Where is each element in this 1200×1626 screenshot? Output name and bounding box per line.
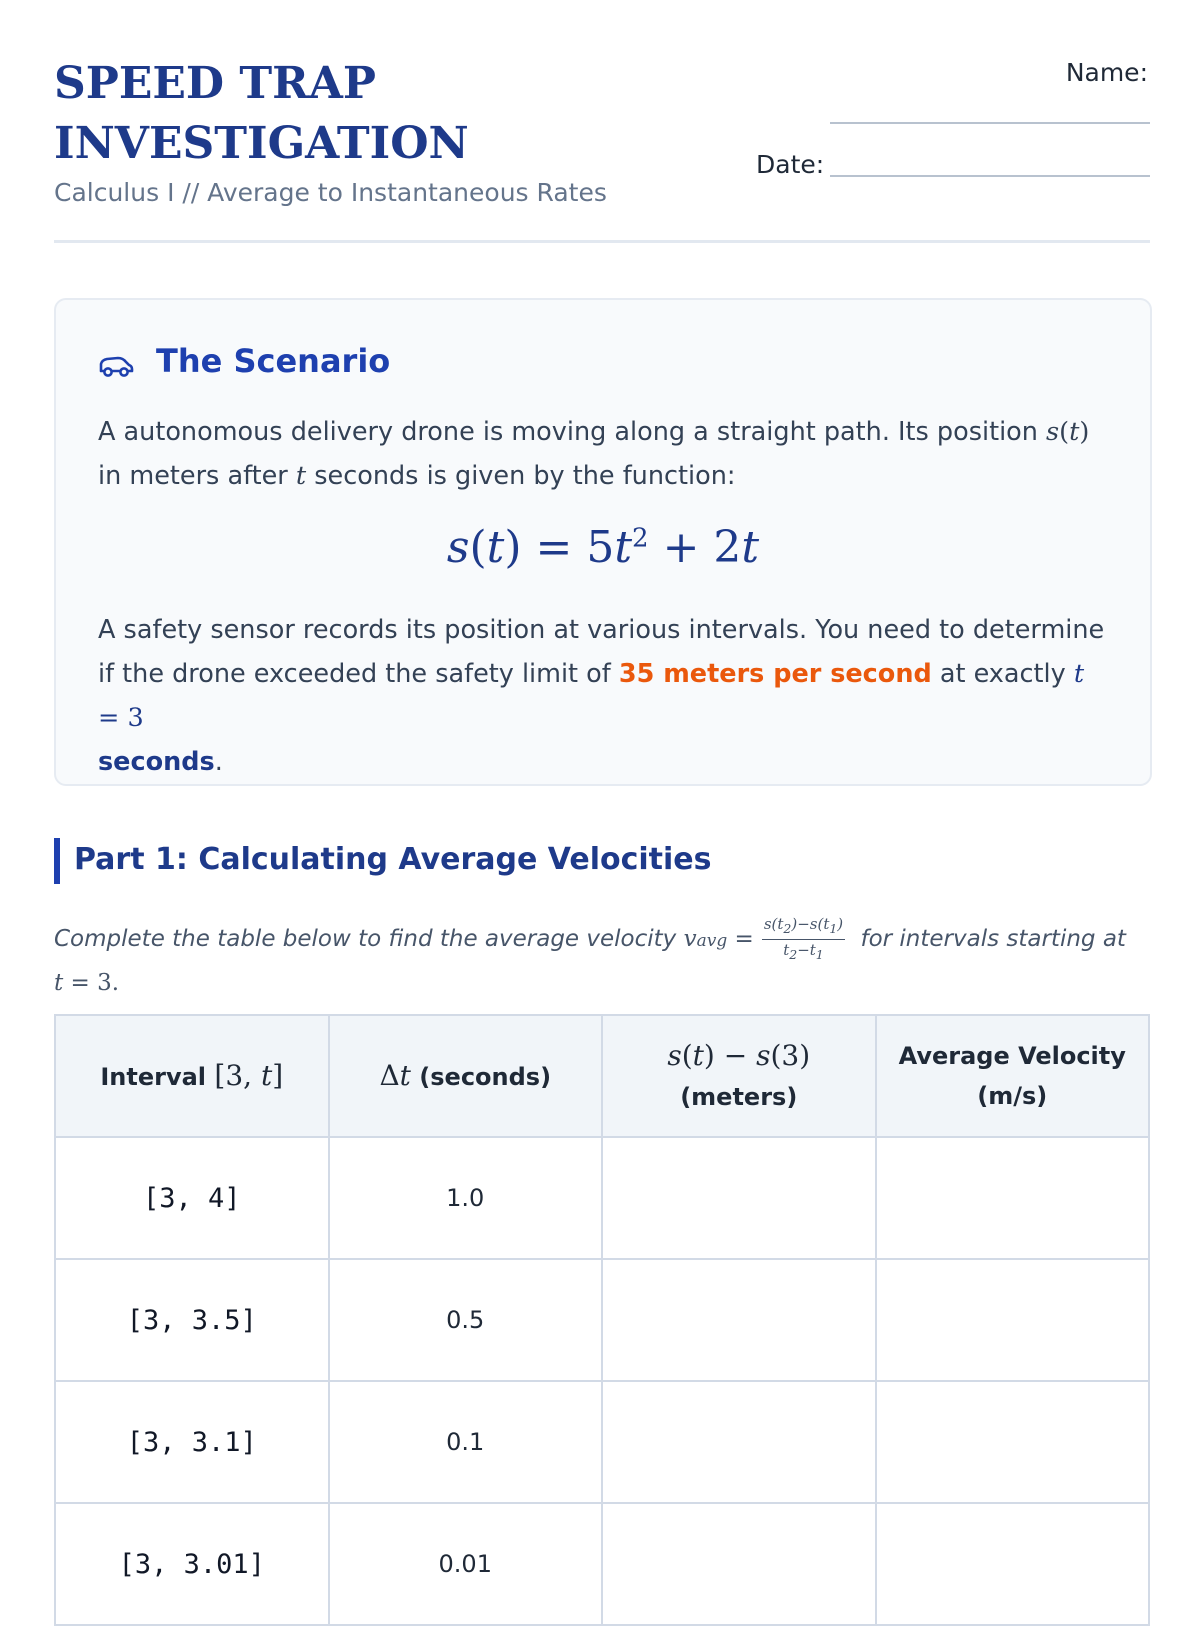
average-velocity-cell[interactable] [876, 1381, 1150, 1503]
interval-cell: [3, 3.5] [55, 1259, 329, 1381]
average-velocity-fraction: $\frac{s(t_2)-s(t_1)}{t_2-t_1}$ [763, 915, 844, 962]
delta-s-cell[interactable] [602, 1381, 876, 1503]
scenario-paragraph-1: A autonomous delivery drone is moving along a straight path. Its position s(t) in meters after t seconds is given by the function: [98, 417, 1090, 491]
car-icon [98, 353, 134, 379]
name-field[interactable] [830, 122, 1150, 124]
date-field[interactable] [830, 175, 1150, 177]
header-divider [54, 240, 1150, 243]
delta-s-cell[interactable] [602, 1259, 876, 1381]
page-subtitle: Calculus I // Average to Instantaneous Rates [54, 178, 607, 207]
average-velocity-table [54, 1014, 1150, 1626]
table-header-row [55, 1015, 1149, 1137]
interval-cell: [3, 4] [55, 1137, 329, 1259]
col-delta-t: Δt (seconds) [329, 1015, 603, 1137]
section-accent-bar [54, 838, 60, 884]
speed-limit-highlight: 35 meters per second [618, 659, 932, 689]
delta-t-cell: 0.01 [329, 1503, 603, 1625]
delta-t-cell: 0.5 [329, 1259, 603, 1381]
date-label: Date: [756, 150, 825, 179]
col-delta-s: s(t) − s(3) (meters) [602, 1015, 876, 1137]
interval-cell: [3, 3.1] [55, 1381, 329, 1503]
table-row [55, 1381, 1149, 1503]
part1-title: Part 1: Calculating Average Velocities [74, 842, 712, 877]
delta-s-cell[interactable] [602, 1137, 876, 1259]
table-row [55, 1137, 1149, 1259]
table-row [55, 1503, 1149, 1625]
table-row [55, 1259, 1149, 1381]
col-interval: Interval [3, t] [55, 1015, 329, 1137]
delta-t-cell: 0.1 [329, 1381, 603, 1503]
delta-t-cell: 1.0 [329, 1137, 603, 1259]
page-title: SPEED TRAP INVESTIGATION [54, 58, 469, 169]
average-velocity-cell[interactable] [876, 1503, 1150, 1625]
scenario-paragraph-2: A safety sensor records its position at various intervals. You need to determine if the drone exceeded the safety limit of 35 meters per second at exactly t = 3 seconds. [98, 615, 1105, 777]
name-label: Name: [1065, 58, 1148, 87]
delta-s-cell[interactable] [602, 1503, 876, 1625]
average-velocity-cell[interactable] [876, 1259, 1150, 1381]
interval-cell: [3, 3.01] [55, 1503, 329, 1625]
col-average-velocity: Average Velocity (m/s) [876, 1015, 1150, 1137]
scenario-title: The Scenario [156, 342, 391, 380]
average-velocity-cell[interactable] [876, 1137, 1150, 1259]
position-formula: $s(t) = 5t^2 + 2t$ [446, 522, 760, 573]
scenario-card [54, 298, 1152, 786]
part1-instructions: Complete the table below to find the average velocity vavg = $\frac{s(t_2)-s(t_1)}{t_2-t_1}$ for intervals starting at t = 3. [54, 915, 1126, 996]
